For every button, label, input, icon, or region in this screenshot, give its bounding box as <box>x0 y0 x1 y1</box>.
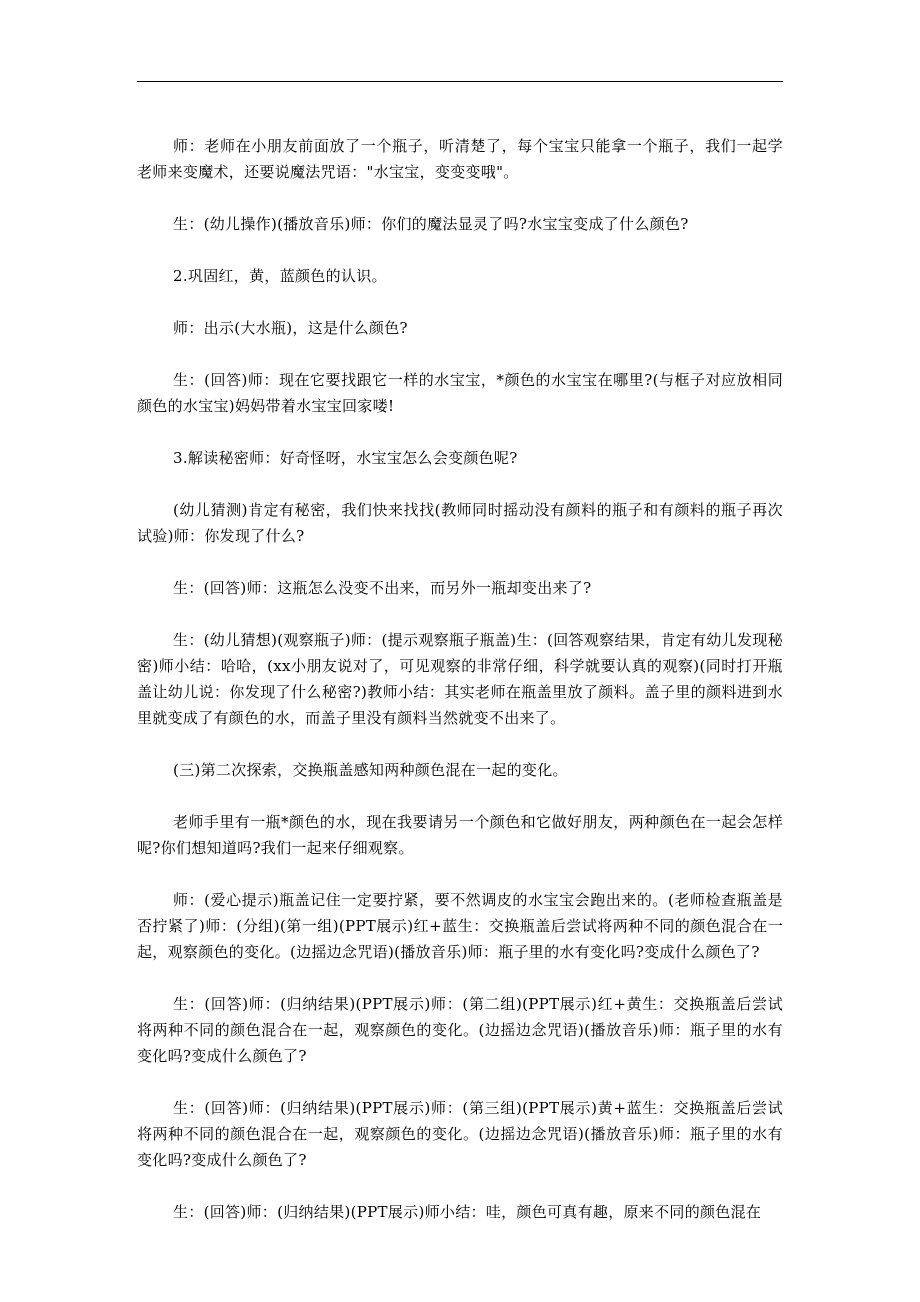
paragraph: 生：(回答)师：(归纳结果)(PPT展示)师小结：哇，颜色可真有趣，原来不同的颜色混在 <box>173 1203 762 1221</box>
paragraph: 3.解读秘密师：好奇怪呀，水宝宝怎么会变颜色呢? <box>173 449 518 467</box>
paragraph: (幼儿猜测)肯定有秘密，我们快来找找(教师同时摇动没有颜料的瓶子和有颜料的瓶子再次试验)师：你发现了什么? <box>137 501 783 545</box>
header-rule <box>137 81 783 82</box>
paragraph: (三)第二次探索，交换瓶盖感知两种颜色混在一起的变化。 <box>173 761 568 779</box>
paragraph: 师：出示(大水瓶)，这是什么颜色? <box>173 319 408 337</box>
paragraph: 生：(回答)师：这瓶怎么没变不出来，而另外一瓶却变出来了? <box>173 579 592 597</box>
paragraph: 生：(幼儿猜想)(观察瓶子)师：(提示观察瓶子瓶盖)生：(回答观察结果，肯定有幼儿发现秘密)师小结：哈哈，(xx小朋友说对了，可见观察的非常仔细，科学就要认真的观察)(同时打开瓶盖让幼儿说：你发现了什么秘密?)教师小结：其实老师在瓶盖里放了颜料。盖子里的颜料进到水里就变成了有颜色的水，而盖子里没有颜料当然就变不出来了。 <box>137 631 783 727</box>
paragraph: 老师手里有一瓶*颜色的水，现在我要请另一个颜色和它做好朋友，两种颜色在一起会怎样呢?你们想知道吗?我们一起来仔细观察。 <box>137 813 783 857</box>
paragraph: 生：(回答)师：(归纳结果)(PPT展示)师：(第三组)(PPT展示)黄+蓝生：交换瓶盖后尝试将两种不同的颜色混合在一起，观察颜色的变化。(边摇边念咒语)(播放音乐)师：瓶子里的水有变化吗?变成什么颜色了? <box>137 1099 783 1169</box>
paragraph: 生：(幼儿操作)(播放音乐)师：你们的魔法显灵了吗?水宝宝变成了什么颜色? <box>173 215 689 233</box>
paragraph: 生：(回答)师：(归纳结果)(PPT展示)师：(第二组)(PPT展示)红+黄生：交换瓶盖后尝试将两种不同的颜色混合在一起，观察颜色的变化。(边摇边念咒语)(播放音乐)师：瓶子里的水有变化吗?变成什么颜色了? <box>137 995 783 1065</box>
paragraph: 2.巩固红，黄，蓝颜色的认识。 <box>173 267 387 285</box>
paragraph: 师：(爱心提示)瓶盖记住一定要拧紧，要不然调皮的水宝宝会跑出来的。(老师检查瓶盖是否拧紧了)师：(分组)(第一组)(PPT展示)红+蓝生：交换瓶盖后尝试将两种不同的颜色混合在一起，观察颜色的变化。(边摇边念咒语)(播放音乐)师：瓶子里的水有变化吗?变成什么颜色了? <box>137 891 783 961</box>
paragraph: 师：老师在小朋友前面放了一个瓶子，听清楚了，每个宝宝只能拿一个瓶子，我们一起学老师来变魔术，还要说魔法咒语："水宝宝，变变变哦"。 <box>137 137 783 181</box>
document-body <box>137 133 783 1251</box>
paragraph: 生：(回答)师：现在它要找跟它一样的水宝宝，*颜色的水宝宝在哪里?(与框子对应放相同颜色的水宝宝)妈妈带着水宝宝回家喽! <box>137 371 783 415</box>
